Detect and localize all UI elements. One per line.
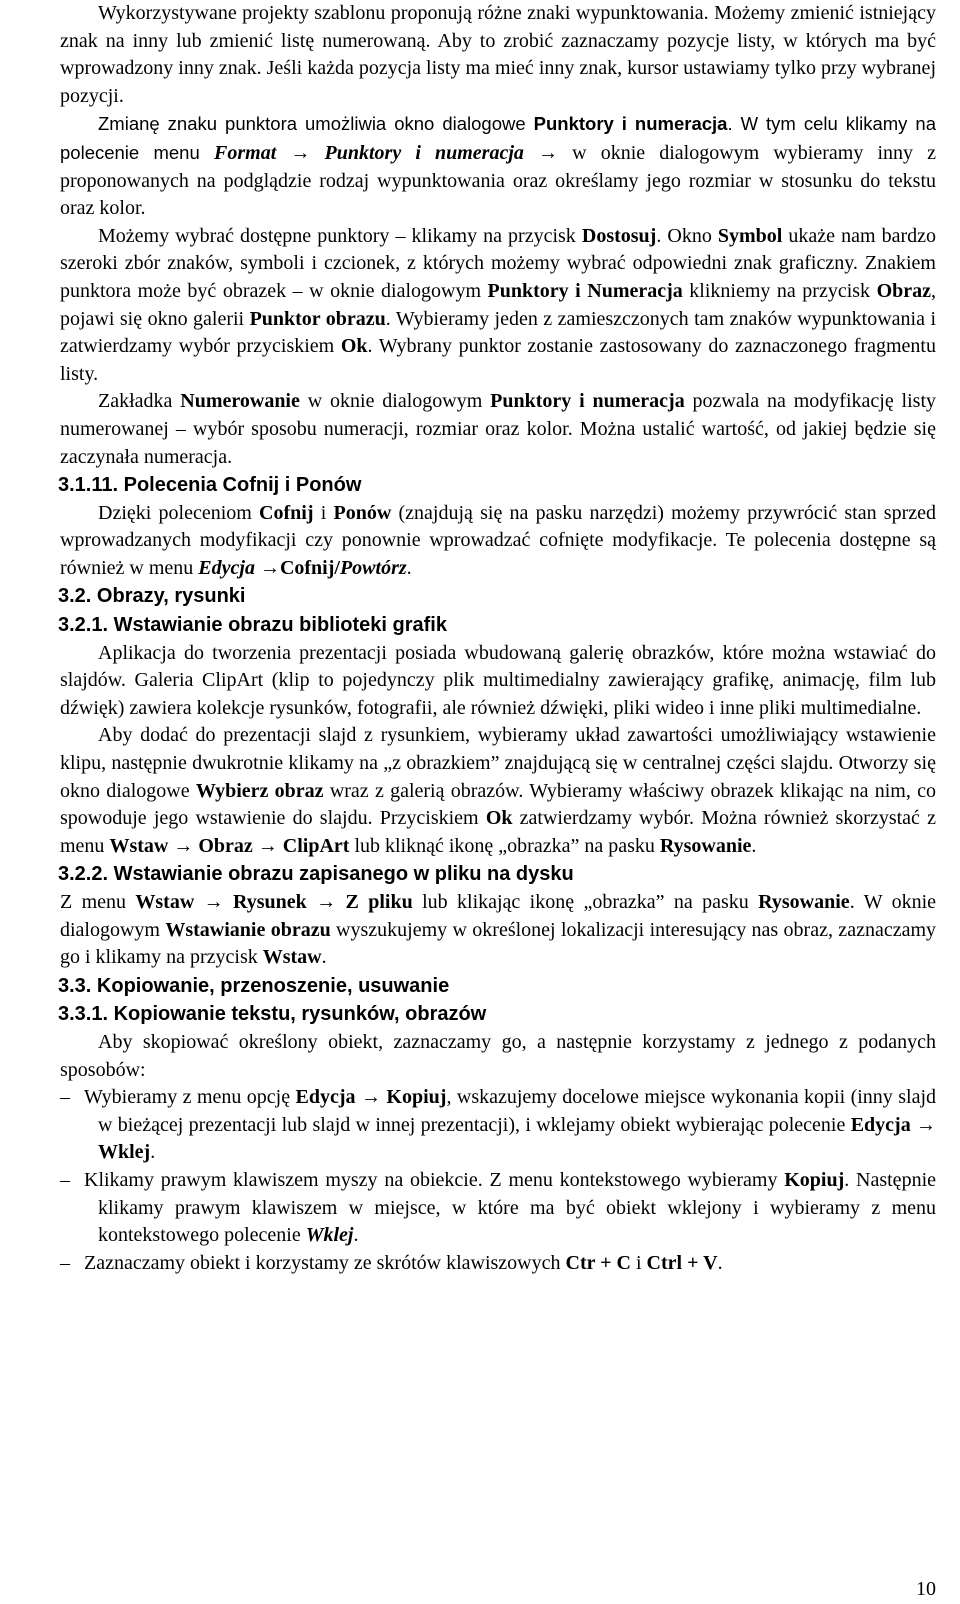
bold-term: Wstaw	[262, 946, 322, 969]
bold-term: Edycja	[850, 1113, 911, 1136]
section-heading: 3.1.11. Polecenia Cofnij i Ponów	[58, 474, 362, 497]
bold-term: Wstaw	[109, 834, 169, 857]
bold-term: Punktory i Numeracja	[487, 279, 683, 302]
text-run: . W tym celu klikamy na polecenie menu	[60, 113, 936, 163]
text-run: , pojawi się okno galerii	[60, 279, 937, 330]
text-run: .	[717, 1251, 723, 1274]
section-heading: 3.3. Kopiowanie, przenoszenie, usuwanie	[58, 974, 450, 997]
text-run: Możemy wybrać dostępne punktory – klikamy na przycisk	[98, 224, 582, 247]
bold-term: Cofnij/	[279, 556, 340, 579]
bold-term: Punktory i numeracja	[490, 390, 685, 413]
bold-term: Ponów	[333, 501, 392, 524]
section-heading: 3.2. Obrazy, rysunki	[58, 585, 246, 608]
paragraph	[60, 722, 936, 860]
text-run: Z menu	[60, 891, 136, 913]
bold-term: Edycja	[295, 1086, 356, 1109]
paragraph	[60, 0, 936, 110]
bold-term: Punktor obrazu	[249, 307, 386, 330]
bold-term: Rysowanie	[659, 834, 752, 857]
list-item	[60, 1250, 936, 1278]
text-run: Zaznaczamy obiekt i korzystamy ze skrótów klawiszowych	[84, 1251, 566, 1274]
bold-term: Cofnij	[259, 501, 314, 524]
bold-term: Ok	[485, 807, 513, 830]
bold-term: Kopiuj	[784, 1168, 845, 1191]
text-run: Dzięki poleceniom	[98, 501, 260, 524]
paragraph	[60, 500, 936, 583]
section-heading: 3.2.1. Wstawianie obrazu biblioteki grafik	[58, 614, 447, 637]
paragraph-text: Wykorzystywane projekty szablonu proponują różne znaki wypunktowania. Możemy zmienić istniejący znak na inny lub zmienić listę numerowaną. Aby to zrobić zaznaczamy pozycje listy, w których ma być wprowadzony inny znak. Jeśli każda pozycja listy ma mieć inny znak, kursor ustawiamy tylko przy wybranej pozycji.	[60, 2, 936, 107]
text-run: .	[406, 556, 412, 579]
menu-term: Edycja	[198, 556, 255, 579]
text-run: . Wybrany punktor zostanie zastosowany do zaznaczonego fragmentu listy.	[60, 335, 936, 385]
arrow: →	[910, 1113, 937, 1136]
text-run: . W oknie dialogowym	[60, 891, 937, 941]
text-run: . Wybieramy jeden z zamieszczonych tam znaków wypunktowania i zatwierdzamy wybór przyciskiem	[60, 307, 936, 358]
paragraph	[60, 223, 936, 389]
text-run: .	[353, 1224, 359, 1247]
bold-term: Dostosuj	[581, 224, 657, 247]
text-run: i	[630, 1251, 647, 1274]
menu-term: Format	[214, 141, 277, 164]
paragraph-text: Aby skopiować określony obiekt, zaznaczamy go, a następnie korzystamy z jednego z podanych sposobów:	[60, 1030, 936, 1081]
bold-term: Rysunek	[233, 891, 307, 913]
menu-term: Punktory i numeracja	[324, 141, 524, 164]
menu-term: Wklej	[305, 1224, 354, 1247]
text-run: , wskazujemy docelowe miejsce wykonania kopii (inny slajd w bieżącej prezentacji lub slajd w innej prezentacji), i wklejamy obiekt wybierając polecenie	[98, 1086, 937, 1136]
document-page	[60, 0, 936, 1277]
text-run: Zmianę znaku punktora umożliwia okno dialogowe	[98, 113, 534, 135]
bold-term: Punktory i numeracja	[533, 113, 728, 135]
bold-term: Ctr + C	[565, 1251, 631, 1274]
text-run: pozwala na modyfikację listy numerowanej – wybór sposobu numeracji, rozmiar oraz kolor. Można ustalić wartość, od jakiej będzie się zaczynała numeracja.	[60, 390, 936, 468]
text-run: ukaże nam bardzo szeroki zbór znaków, symboli i czcionek, z których możemy wybrać odpowiedni znak graficzny. Znakiem punktora może być obrazek – w oknie dialogowym	[60, 224, 936, 302]
text-run: . Okno	[656, 224, 718, 247]
text-run: i	[313, 501, 334, 524]
paragraph-text: Aplikacja do tworzenia prezentacji posiada wbudowaną galerię obrazków, które można wstawiać do slajdów. Galeria ClipArt (klip to pojedynczy plik multimedialny zawierający grafikę, animację, film lub dźwięk) zawiera kolekcje rysunków, fotografii, ale również dźwięki, pliki wideo i inne pliki multimedialne.	[60, 641, 936, 719]
arrow: →	[306, 891, 346, 913]
paragraph	[60, 110, 936, 222]
bold-term: Symbol	[717, 224, 783, 247]
dash-bullet: –	[60, 1251, 70, 1274]
paragraph	[60, 889, 936, 972]
list-item	[60, 1167, 936, 1250]
section-heading: 3.2.2. Wstawianie obrazu zapisanego w pliku na dysku	[58, 863, 574, 886]
bold-term: Ctrl + V	[646, 1251, 718, 1274]
text-run: (znajdują się na pasku narzędzi) możemy przywrócić stan sprzed wprowadzanych modyfikacji czy ponownie wprowadzać cofnięte modyfikacje. Te polecenia dostępne są również w menu	[60, 501, 936, 579]
text-run: zatwierdzamy wybór. Można również skorzystać z menu	[60, 807, 936, 857]
text-run: w oknie dialogowym	[299, 390, 491, 413]
paragraph	[60, 1029, 936, 1084]
text-run: Klikamy prawym klawiszem myszy na obiekcie. Z menu kontekstowego wybieramy	[84, 1168, 785, 1191]
list-item	[60, 1084, 936, 1167]
text-run: .	[321, 946, 327, 969]
dash-bullet: –	[60, 1168, 70, 1191]
bold-term: Wstawianie obrazu	[165, 918, 331, 941]
text-run: → w oknie dialogowym wybieramy inny z proponowanych na podglądzie rodzaj wypunktowania oraz określamy jego rozmiar w stosunku do tekstu oraz kolor.	[60, 141, 937, 220]
arrow: →	[276, 141, 325, 164]
paragraph	[60, 388, 936, 471]
text-run: Aby dodać do prezentacji slajd z rysunkiem, wybieramy układ zawartości umożliwiający wstawienie klipu, następnie dwukrotnie klikamy na „z obrazkiem” znajdującą się w centralnej części slajdu. Otworzy się okno dialogowe	[60, 724, 936, 802]
arrow: →	[194, 891, 234, 913]
bold-term: Kopiuj	[386, 1086, 447, 1109]
arrow: →	[252, 834, 283, 857]
bold-term: Wstaw	[135, 891, 195, 913]
arrow: →	[254, 556, 280, 579]
bold-term: Ok	[340, 335, 368, 358]
text-run: lub klikając ikonę „obrazka” na pasku	[412, 891, 759, 913]
text-run: Wybieramy z menu opcję	[84, 1086, 296, 1109]
paragraph	[60, 640, 936, 723]
arrow: →	[355, 1086, 387, 1109]
dash-bullet: –	[60, 1086, 70, 1109]
bold-term: Obraz	[876, 279, 932, 302]
page-number: 10	[916, 1578, 936, 1600]
arrow: →	[168, 834, 199, 857]
text-run: . Następnie klikamy prawym klawiszem w miejsce, w które ma być obiekt wklejony i wybieramy z menu kontekstowego polecenie	[98, 1168, 936, 1247]
text-run: .	[150, 1141, 156, 1164]
bold-term: ClipArt	[282, 834, 350, 857]
bold-term: Rysowanie	[758, 891, 850, 913]
text-run: Zakładka	[98, 390, 181, 413]
section-heading: 3.3.1. Kopiowanie tekstu, rysunków, obrazów	[58, 1003, 487, 1026]
bold-term: Wklej	[98, 1141, 151, 1164]
bold-term: Obraz	[198, 834, 253, 857]
bold-term: Wybierz obraz	[195, 779, 324, 802]
bold-term: Z pliku	[345, 891, 413, 913]
text-run: wyszukujemy w określonej lokalizacji interesujący nas obraz, zaznaczamy go i klikamy na przycisk	[60, 918, 937, 969]
text-run: wraz z galerią obrazów. Wybieramy właściwy obrazek klikając na nim, co spowoduje jego wstawienie do slajdu. Przyciskiem	[60, 779, 936, 830]
bold-term: Numerowanie	[180, 390, 300, 413]
text-run: lub kliknąć ikonę „obrazka” na pasku	[349, 834, 660, 857]
text-run: .	[751, 834, 757, 857]
text-run: klikniemy na przycisk	[682, 279, 877, 302]
menu-term: Powtórz	[339, 556, 407, 579]
